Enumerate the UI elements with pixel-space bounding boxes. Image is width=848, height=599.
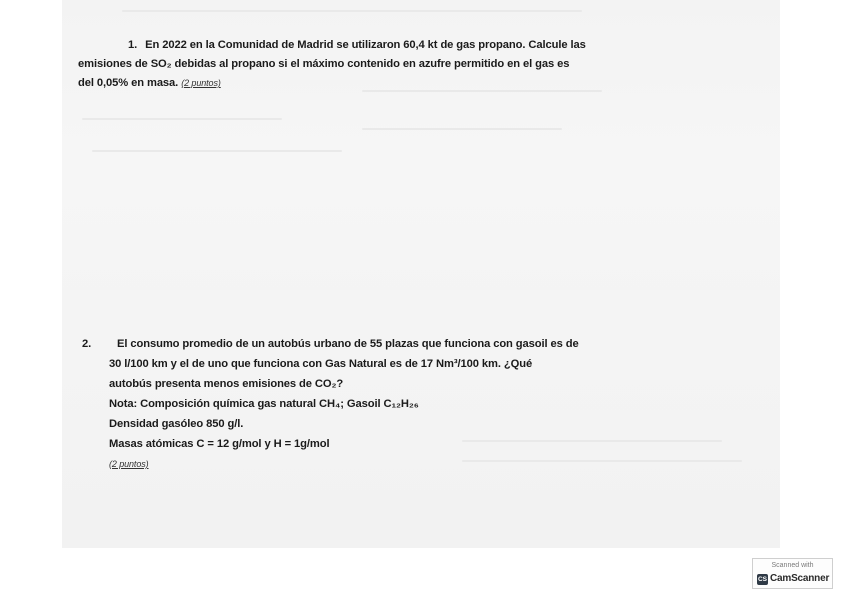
bleed-through-mark — [122, 10, 582, 12]
camscanner-logo-icon: CS — [757, 576, 768, 583]
question-2 — [109, 334, 699, 474]
question-1-line-2: emisiones de SO₂ debidas al propano si el máximo contenido en azufre permitido en el gas es — [78, 58, 570, 70]
question-2-atomic-masses: Masas atómicas C = 12 g/mol y H = 1g/mol — [109, 438, 330, 450]
question-1-points: (2 puntos) — [181, 78, 221, 88]
bleed-through-mark — [92, 150, 342, 152]
bleed-through-mark — [82, 118, 282, 120]
bleed-through-mark — [362, 128, 562, 130]
question-2-line-2: 30 l/100 km y el de uno que funciona con Gas Natural es de 17 Nm³/100 km. ¿Qué — [109, 358, 533, 370]
camscanner-brand: CamScanner — [770, 573, 830, 584]
camscanner-badge — [752, 558, 833, 589]
question-2-density: Densidad gasóleo 850 g/l. — [109, 418, 244, 430]
question-2-note: Nota: Composición química gas natural CH₄; Gasoil C₁₂H₂₆ — [109, 398, 419, 410]
question-2-points: (2 puntos) — [109, 459, 149, 469]
question-2-line-1: El consumo promedio de un autobús urbano de 55 plazas que funciona con gasoil es de — [117, 338, 579, 350]
question-1-number: 1. — [128, 39, 138, 51]
question-1 — [78, 36, 678, 93]
scanned-with-caption: Scanned with — [771, 562, 814, 569]
question-1-line-3: del 0,05% en masa. — [78, 77, 179, 89]
question-1-line-1: En 2022 en la Comunidad de Madrid se utilizaron 60,4 kt de gas propano. Calcule las — [145, 39, 586, 51]
question-2-line-3: autobús presenta menos emisiones de CO₂? — [109, 378, 344, 390]
